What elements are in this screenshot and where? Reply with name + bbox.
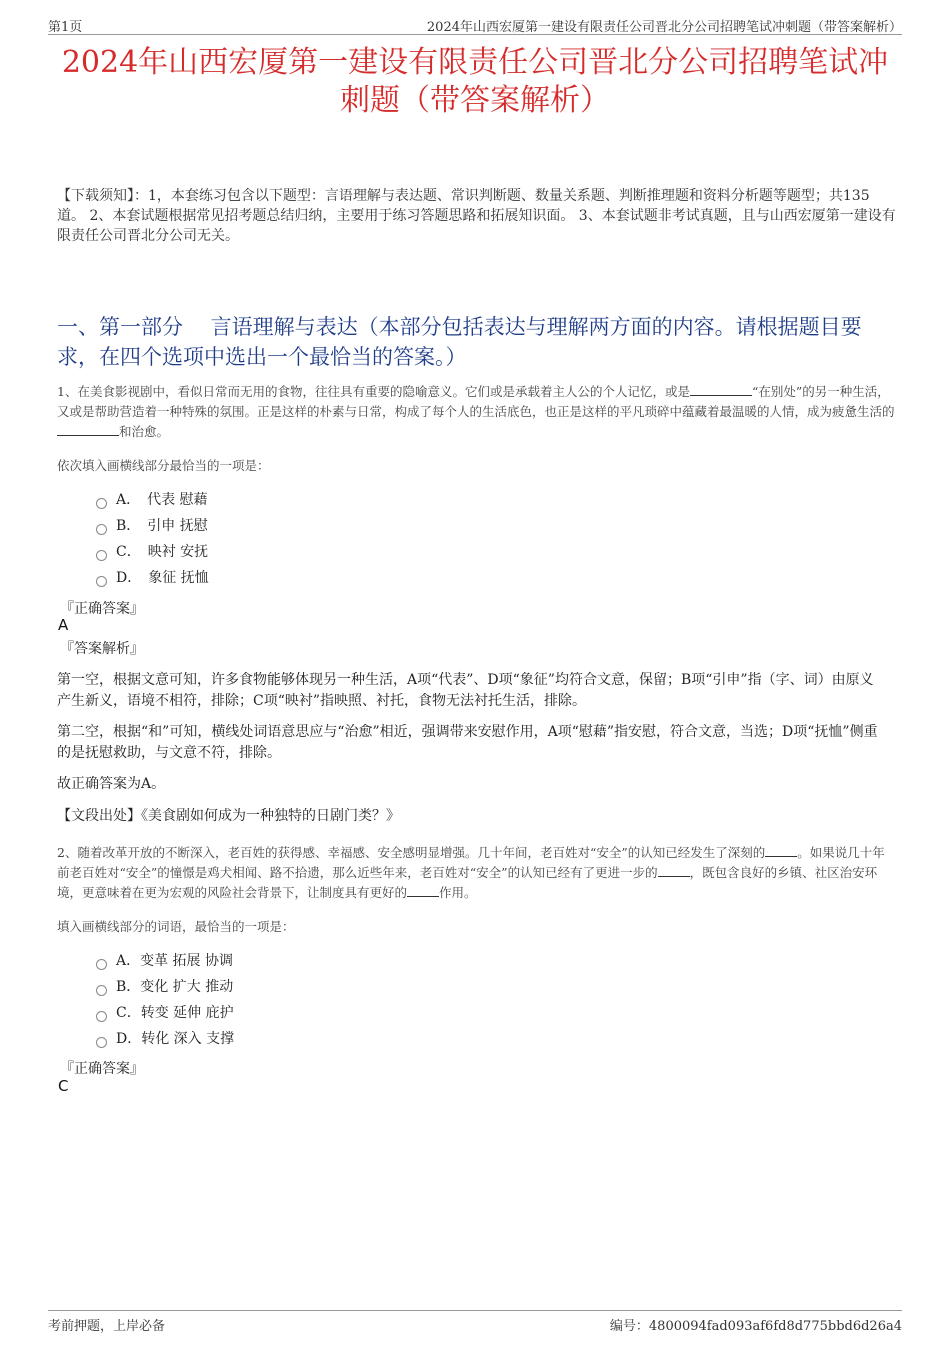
q2-blank-2: [658, 864, 690, 877]
q2-blank-3: [407, 884, 439, 897]
q1-option-b[interactable]: [96, 516, 208, 536]
q2-option-d-label: D．转化 深入 支撑: [116, 1031, 235, 1047]
q2-option-b[interactable]: [96, 977, 233, 997]
radio-icon[interactable]: [96, 1037, 107, 1048]
title-line-1: 2024年山西宏厦第一建设有限责任公司晋北分公司招聘笔试冲: [61, 45, 889, 80]
radio-icon[interactable]: [96, 959, 107, 970]
q1-answer: A: [58, 616, 69, 634]
q2-prompt: 填入画横线部分的词语，最恰当的一项是：: [57, 919, 295, 934]
q1-text-b: “在别处”的另一种生活，又或是帮助营造着一种特殊的氛围。正是这样的朴素与日常，构成了每个人的生活底色，也正是这样的平凡琐碎中蕴藏着最温暖的人情，成为疲惫生活的: [57, 384, 895, 419]
q2-option-c-label: C．转变 延伸 庇护: [116, 1005, 234, 1021]
q2-option-a[interactable]: [96, 951, 233, 971]
radio-icon[interactable]: [96, 550, 107, 561]
q2-option-a-label: A．变革 拓展 协调: [116, 953, 234, 969]
radio-icon[interactable]: [96, 498, 107, 509]
download-notice: 【下载须知】：1，本套练习包含以下题型：言语理解与表达题、常识判断题、数量关系题、判断推理题和资料分析题等题型；共135道。 2、本套试题根据常见招考题总结归纳，主要用于练习答题思路和拓展知识面。 3、本套试题非考试真题，且与山西宏厦第一建设有限责任公司晋北分公司无关。: [57, 188, 896, 244]
q2-answer-label: 『正确答案』: [60, 1061, 144, 1077]
q2-option-b-label: B．变化 扩大 推动: [116, 979, 234, 995]
q1-text: [57, 382, 897, 442]
q2-text-a: 2、随着改革开放的不断深入，老百姓的获得感、幸福感、安全感明显增强。几十年间，老百姓对“安全”的认知已经发生了深刻的: [57, 845, 766, 860]
radio-icon[interactable]: [96, 1011, 107, 1022]
q1-answer-label: 『正确答案』: [60, 601, 144, 617]
q1-option-d-label: D． 象征 抚恤: [116, 570, 209, 586]
q1-option-c[interactable]: [96, 542, 208, 562]
radio-icon[interactable]: [96, 524, 107, 535]
page-footer: [48, 1310, 902, 1335]
q1-option-a[interactable]: [96, 490, 208, 510]
q1-blank-1: [690, 383, 752, 396]
q2-option-d[interactable]: [96, 1029, 234, 1049]
page-number: 第1页: [48, 20, 83, 35]
q1-prompt: 依次填入画横线部分最恰当的一项是：: [57, 458, 270, 473]
q1-analysis-1: 第一空，根据文意可知，许多食物能够体现另一种生活，A项“代表”、D项“象征”均符合文意，保留；B项“引申”指（字、词）由原义产生新义，语境不相符，排除；C项“映衬”指映照、衬托，食物无法衬托生活，排除。: [57, 672, 874, 709]
q2-text-d: 作用。: [439, 885, 477, 900]
radio-icon[interactable]: [96, 985, 107, 996]
q1-analysis-label: 『答案解析』: [60, 641, 144, 657]
q2-text-b: 。如果说几十年前老百姓对“安全”的憧憬是鸡犬相闻、路不拾遗，那么近些年来，老百姓对“安全”的认知已经有了更进一步的: [57, 845, 885, 880]
q1-option-d[interactable]: [96, 568, 209, 588]
q1-text-a: 1、在美食影视剧中，看似日常而无用的食物，往往具有重要的隐喻意义。它们或是承载着主人公的个人记忆，或是: [57, 384, 690, 399]
q1-blank-2: [57, 423, 119, 436]
document-title: [40, 44, 910, 120]
q1-analysis-3: 故正确答案为A。: [57, 776, 166, 792]
header-doc-title: 2024年山西宏厦第一建设有限责任公司晋北分公司招聘笔试冲刺题（带答案解析）: [426, 20, 902, 35]
page-header: [48, 14, 902, 35]
q1-text-c: 和治愈。: [119, 424, 170, 439]
q2-answer: C: [58, 1077, 69, 1095]
section-heading: 一、第一部分 言语理解与表达（本部分包括表达与理解两方面的内容。请根据题目要求，在四个选项中选出一个最恰当的答案。）: [57, 315, 862, 369]
q1-analysis-2: 第二空，根据“和”可知，横线处词语意思应与“治愈”相近，强调带来安慰作用，A项“慰藉”指安慰，符合文意，当选；D项“抚恤”侧重的是抚慰救助，与文意不符，排除。: [57, 724, 878, 761]
footer-slogan: 考前押题，上岸必备: [48, 1319, 166, 1334]
q1-option-a-label: A． 代表 慰藉: [116, 492, 208, 508]
q2-blank-1: [765, 844, 797, 857]
q1-option-b-label: B． 引申 抚慰: [116, 518, 208, 534]
q1-source: 【文段出处】《美食剧如何成为一种独特的日剧门类？》: [57, 808, 400, 824]
q1-option-c-label: C． 映衬 安抚: [116, 544, 209, 560]
radio-icon[interactable]: [96, 576, 107, 587]
footer-code: 编号：4800094fad093af6fd8d775bbd6d26a4: [609, 1319, 902, 1334]
q2-option-c[interactable]: [96, 1003, 234, 1023]
q2-text-c: ，既包含良好的乡镇、社区治安环境，更意味着在更为宏观的风险社会背景下，让制度具有更好的: [57, 865, 878, 900]
q2-text: [57, 843, 897, 903]
title-line-2: 刺题（带答案解析）: [340, 83, 610, 118]
